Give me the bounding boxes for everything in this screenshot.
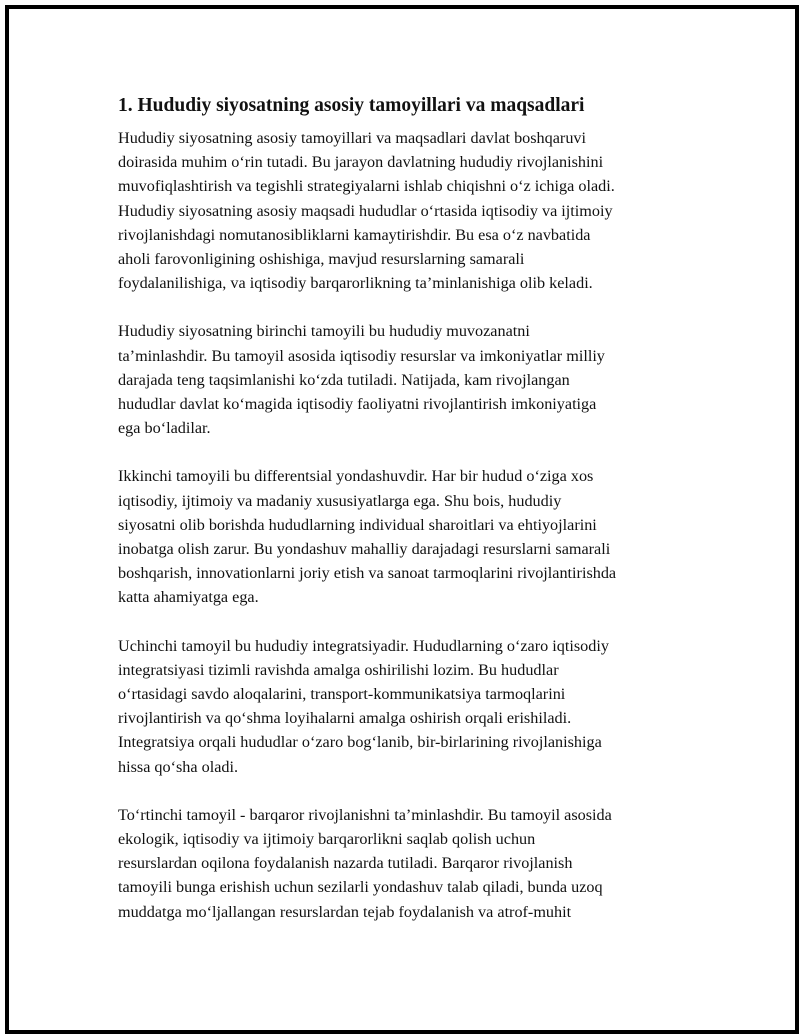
- paragraph-first-principle: [118, 319, 688, 440]
- text-line: aholi farovonligining oshishiga, mavjud resurslarning samarali: [118, 250, 525, 269]
- paragraph-intro: [118, 126, 688, 295]
- text-line: doirasida muhim o‘rin tutadi. Bu jarayon davlatning hududiy rivojlanishini: [118, 153, 604, 172]
- text-line: darajada teng taqsimlanishi ko‘zda tutiladi. Natijada, kam rivojlangan: [118, 370, 570, 389]
- text-line: Integratsiya orqali hududlar o‘zaro bog‘lanib, bir-birlarining rivojlanishiga: [118, 733, 602, 752]
- text-line: To‘rtinchi tamoyil - barqaror rivojlanishni ta’minlashdir. Bu tamoyil asosida: [118, 805, 612, 824]
- text-line: Hududiy siyosatning asosiy tamoyillari va maqsadlari davlat boshqaruvi: [118, 129, 587, 147]
- text-line: boshqarish, innovationlarni joriy etish va sanoat tarmoqlarini rivojlantirishda: [118, 564, 617, 583]
- text-line: hissa qo‘sha oladi.: [118, 757, 239, 776]
- text-line: iqtisodiy, ijtimoiy va madaniy xususiyatlarga ega. Shu bois, hududiy: [118, 491, 562, 510]
- text-line: katta ahamiyatga ega.: [118, 588, 259, 607]
- text-line: rivojlantirish va qo‘shma loyihalarni amalga oshirish orqali erishiladi.: [118, 709, 572, 728]
- text-line: muddatga mo‘ljallangan resurslardan tejab foydalanish va atrof-muhit: [118, 902, 572, 921]
- text-line: resurslardan oqilona foydalanish nazarda tutiladi. Barqaror rivojlanish: [118, 854, 573, 873]
- text-line: Hududiy siyosatning birinchi tamoyili bu hududiy muvozanatni: [118, 322, 530, 341]
- text-line: Ikkinchi tamoyili bu differentsial yondashuvdir. Har bir hudud o‘ziga xos: [118, 467, 594, 486]
- paragraph-second-principle: [118, 464, 688, 609]
- document-body: [118, 93, 688, 948]
- text-line: inobatga olish zarur. Bu yondashuv mahalliy darajadagi resurslarni samarali: [118, 540, 611, 559]
- text-line: ekologik, iqtisodiy va ijtimoiy barqarorlikni saqlab qolish uchun: [118, 830, 536, 849]
- text-line: rivojlanishdagi nomutanosibliklarni kamaytirishdir. Bu esa o‘z navbatida: [118, 225, 591, 244]
- text-line: foydalanilishiga, va iqtisodiy barqarorlikning ta’minlanishiga olib keladi.: [118, 274, 593, 293]
- text-line: ega bo‘ladilar.: [118, 419, 211, 438]
- text-line: Hududiy siyosatning asosiy maqsadi hududlar o‘rtasida iqtisodiy va ijtimoiy: [118, 201, 613, 220]
- paragraph-fourth-principle: [118, 803, 688, 924]
- text-line: hududlar davlat ko‘magida iqtisodiy faoliyatni rivojlantirish imkoniyatiga: [118, 395, 597, 414]
- text-line: o‘rtasidagi savdo aloqalarini, transport-kommunikatsiya tarmoqlarini: [118, 685, 566, 704]
- text-line: siyosatni olib borishda hududlarning individual sharoitlari va ehtiyojlarini: [118, 515, 597, 534]
- text-line: Uchinchi tamoyil bu hududiy integratsiyadir. Hududlarning o‘zaro iqtisodiy: [118, 636, 609, 655]
- section-heading: 1. Hududiy siyosatning asosiy tamoyillari va maqsadlari: [118, 95, 585, 116]
- paragraph-third-principle: [118, 634, 688, 779]
- text-line: integratsiyasi tizimli ravishda amalga oshirilishi lozim. Bu hududlar: [118, 660, 559, 679]
- text-line: tamoyili bunga erishish uchun sezilarli yondashuv talab qiladi, bunda uzoq: [118, 878, 603, 897]
- text-line: muvofiqlashtirish va tegishli strategiyalarni ishlab chiqishni o‘z ichiga oladi.: [118, 177, 615, 196]
- text-line: ta’minlashdir. Bu tamoyil asosida iqtisodiy resurslar va imkoniyatlar milliy: [118, 346, 605, 365]
